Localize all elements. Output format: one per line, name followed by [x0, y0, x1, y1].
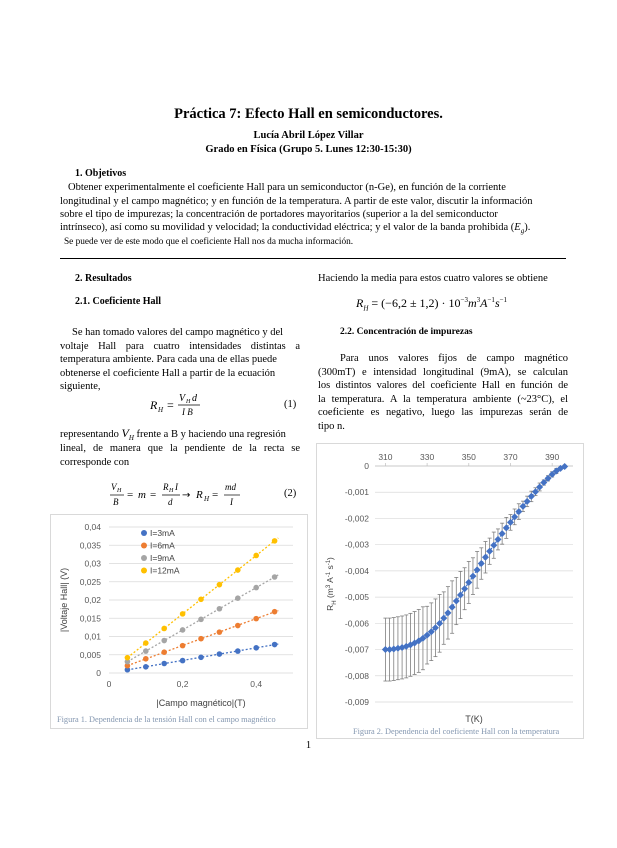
y-tick-label: 0,01	[84, 631, 101, 642]
svg-text:I B: I B	[182, 407, 193, 417]
data-point	[478, 560, 485, 567]
x-tick-label: 330	[420, 452, 435, 462]
paragraph-3-line-4: la temperatura. A la temperatura ambiente (~23°C), el	[318, 394, 568, 405]
equation-1	[150, 390, 240, 420]
paragraph-1-line-2: voltaje Hall para cuatro intensidades distintas a	[60, 341, 300, 352]
x-axis-label: |Campo magnético|(T)	[156, 698, 246, 708]
paragraph-2-line-1: representando $V_H$ frente a B y haciendo una regresión	[60, 426, 286, 443]
objectives-heading: 1. Objetivos	[75, 168, 127, 179]
data-point	[235, 623, 241, 629]
x-tick-label: 350	[461, 452, 476, 462]
y-tick-label: -0,009	[344, 697, 369, 707]
figure-2	[316, 443, 584, 739]
legend-label: I=6mA	[150, 540, 175, 551]
subsection-impurities: 2.2. Concentración de impurezas	[340, 327, 473, 337]
svg-text:I: I	[230, 497, 233, 507]
equation-1-number: (1)	[284, 399, 297, 410]
data-point	[469, 573, 476, 580]
legend-marker	[141, 568, 147, 574]
svg-text:R: R	[150, 398, 158, 412]
y-tick-label: -0,005	[344, 592, 369, 603]
divider	[60, 258, 566, 259]
data-point	[180, 658, 186, 664]
data-point	[161, 638, 167, 644]
rh-result: $R_H = (-6,2 \pm 1,2) \cdot 10^{-3}m^3A^{-1}s^{-1}$	[356, 296, 508, 313]
data-point	[474, 566, 481, 573]
paragraph-3-line-5: coeficiente es negativo, luego las impurezas serán de	[318, 407, 568, 418]
equation-2	[110, 480, 260, 512]
y-axis-label: |Voltaje Hall| (V)	[59, 567, 69, 633]
data-point	[486, 548, 493, 555]
svg-text:H: H	[186, 399, 191, 405]
x-tick-label: 0,4	[250, 679, 263, 689]
figure-2-chart	[317, 444, 585, 726]
figure-2-caption: Figura 2. Dependencia del coeficiente Hall con la temperatura	[353, 727, 560, 736]
data-point	[198, 636, 204, 642]
results-heading: 2. Resultados	[75, 273, 132, 284]
data-point	[272, 574, 278, 580]
svg-text:md: md	[225, 482, 236, 492]
degree: Grado en Física (Grupo 5. Lunes 12:30-15:30)	[205, 144, 412, 155]
svg-text:=: =	[127, 489, 134, 501]
y-tick-label: 0	[96, 668, 101, 678]
data-point	[465, 579, 472, 586]
data-point	[253, 553, 259, 559]
paragraph-1-line-5: siguiente,	[60, 381, 101, 392]
legend-marker	[141, 543, 147, 549]
data-point	[180, 611, 186, 617]
y-tick-label: 0,03	[84, 558, 101, 569]
svg-text:H: H	[158, 406, 164, 414]
data-point	[482, 554, 489, 561]
paragraph-2-line-3: corresponde con	[60, 457, 130, 468]
svg-text:I: I	[175, 482, 178, 492]
data-point	[235, 595, 241, 601]
y-tick-label: 0,025	[79, 576, 101, 587]
svg-text:H: H	[117, 488, 122, 494]
x-tick-label: 310	[378, 452, 393, 462]
svg-text:H: H	[169, 488, 174, 494]
data-point	[272, 642, 278, 648]
data-point	[125, 655, 131, 661]
data-point	[217, 651, 223, 657]
x-tick-label: 0	[106, 679, 112, 689]
data-point	[198, 655, 204, 661]
figure-1-chart	[51, 515, 309, 713]
y-tick-label: 0,005	[79, 649, 101, 660]
svg-text:V: V	[111, 482, 117, 492]
svg-text:R: R	[196, 489, 203, 501]
right-intro: Haciendo la media para estos cuatro valores se obtiene	[318, 273, 548, 284]
data-point	[528, 493, 535, 500]
y-tick-label: -0,002	[344, 513, 369, 524]
y-tick-label: 0,035	[79, 540, 101, 551]
data-point	[253, 616, 259, 622]
paragraph-1-line-1: Se han tomado valores del campo magnético y del	[72, 327, 284, 338]
data-point	[217, 629, 223, 635]
data-point	[143, 640, 149, 646]
data-point	[143, 656, 149, 662]
x-tick-label: 390	[545, 452, 560, 462]
paragraph-1-line-4: obtenerse el coeficiente Hall a partir de la ecuación	[60, 368, 276, 379]
svg-text:=: =	[167, 398, 174, 412]
y-tick-label: -0,006	[344, 618, 369, 629]
y-tick-label: 0,02	[84, 595, 101, 605]
svg-text:d: d	[168, 497, 173, 507]
objectives-line-1: Obtener experimentalmente el coeficiente Hall para un semiconductor (n-Ge), en función de la corriente	[68, 182, 506, 193]
legend-label: I=3mA	[150, 528, 175, 538]
author: Lucía Abril López Villar	[253, 130, 364, 141]
data-point	[161, 626, 167, 632]
data-point	[253, 645, 259, 651]
legend-label: I=9mA	[150, 553, 175, 563]
paragraph-1-line-3: temperatura ambiente. Para cada una de ellas puede	[60, 354, 277, 365]
legend-label: I=12mA	[150, 565, 180, 576]
y-tick-label: -0,001	[344, 487, 369, 498]
figure-1	[50, 514, 308, 729]
y-tick-label: -0,008	[344, 670, 369, 681]
data-point	[143, 664, 149, 670]
equation-2-number: (2)	[284, 488, 297, 499]
data-point	[161, 661, 167, 667]
page-title: Práctica 7: Efecto Hall en semiconductores.	[174, 106, 443, 122]
y-tick-label: 0,04	[84, 522, 101, 532]
svg-text:=: =	[150, 489, 157, 501]
data-point	[217, 606, 223, 612]
y-tick-label: 0	[364, 461, 369, 471]
data-point	[457, 592, 464, 599]
objectives-line-2: longitudinal y el campo magnético; y en función de la temperatura. A partir de este valor, discutir la información	[60, 196, 533, 207]
data-point	[461, 585, 468, 592]
svg-text:R: R	[163, 482, 169, 492]
data-point	[180, 643, 186, 649]
y-axis-label: $R_H$ ($m^3$ $A^{-1}$ $s^{-1}$)	[325, 557, 338, 611]
svg-text:B: B	[113, 497, 119, 507]
legend-marker	[141, 555, 147, 561]
y-tick-label: -0,004	[344, 565, 369, 576]
data-point	[180, 627, 186, 633]
subsection-hall-coefficient: 2.1. Coeficiente Hall	[75, 296, 162, 307]
svg-text:H: H	[204, 495, 210, 503]
y-tick-label: -0,007	[344, 644, 369, 655]
objectives-line-3: sobre el tipo de impurezas; la concentración de portadores mayoritarios (superior a la del semiconductor	[60, 209, 498, 220]
svg-text:→: →	[182, 490, 191, 501]
y-tick-label: -0,003	[344, 539, 369, 550]
data-point	[449, 604, 456, 611]
data-point	[235, 567, 241, 573]
paragraph-3-line-3: los distintos valores del coeficiente Hall en función de	[318, 380, 568, 391]
figure-1-caption: Figura 1. Dependencia de la tensión Hall con el campo magnético	[57, 715, 276, 724]
svg-text:=: =	[212, 489, 219, 501]
legend-marker	[141, 530, 147, 536]
svg-text:d: d	[192, 393, 197, 404]
data-point	[453, 598, 460, 605]
paragraph-3-line-2: (300mT) e intensidad longitudinal (9mA), se calculan	[318, 367, 568, 378]
data-point	[198, 596, 204, 602]
x-axis-label: T(K)	[465, 714, 483, 724]
data-point	[161, 649, 167, 655]
x-tick-label: 370	[503, 452, 518, 462]
x-tick-label: 0,2	[176, 679, 189, 689]
svg-text:V: V	[179, 393, 186, 404]
objectives-note: Se puede ver de este modo que el coeficiente Hall nos da mucha información.	[64, 237, 354, 247]
data-point	[235, 648, 241, 654]
paragraph-2-line-2: lineal, de manera que la pendiente de la recta se	[60, 443, 300, 454]
paragraph-3-line-1: Para unos valores fijos de campo magnético	[340, 353, 568, 364]
data-point	[217, 582, 223, 588]
y-tick-label: 0,015	[79, 613, 101, 624]
data-point	[272, 538, 278, 544]
svg-text:m: m	[138, 489, 146, 501]
paragraph-3-line-6: tipo n.	[318, 421, 345, 432]
objectives-line-4: intrínseco), así como su movilidad y velocidad; la conductividad eléctrica; y el valor de la banda prohibida $(E_g)$.	[60, 222, 531, 236]
data-point	[198, 617, 204, 623]
data-point	[272, 609, 278, 615]
data-point	[253, 585, 259, 591]
page-number: 1	[305, 740, 312, 751]
trend-line	[385, 467, 564, 650]
data-point	[143, 648, 149, 654]
